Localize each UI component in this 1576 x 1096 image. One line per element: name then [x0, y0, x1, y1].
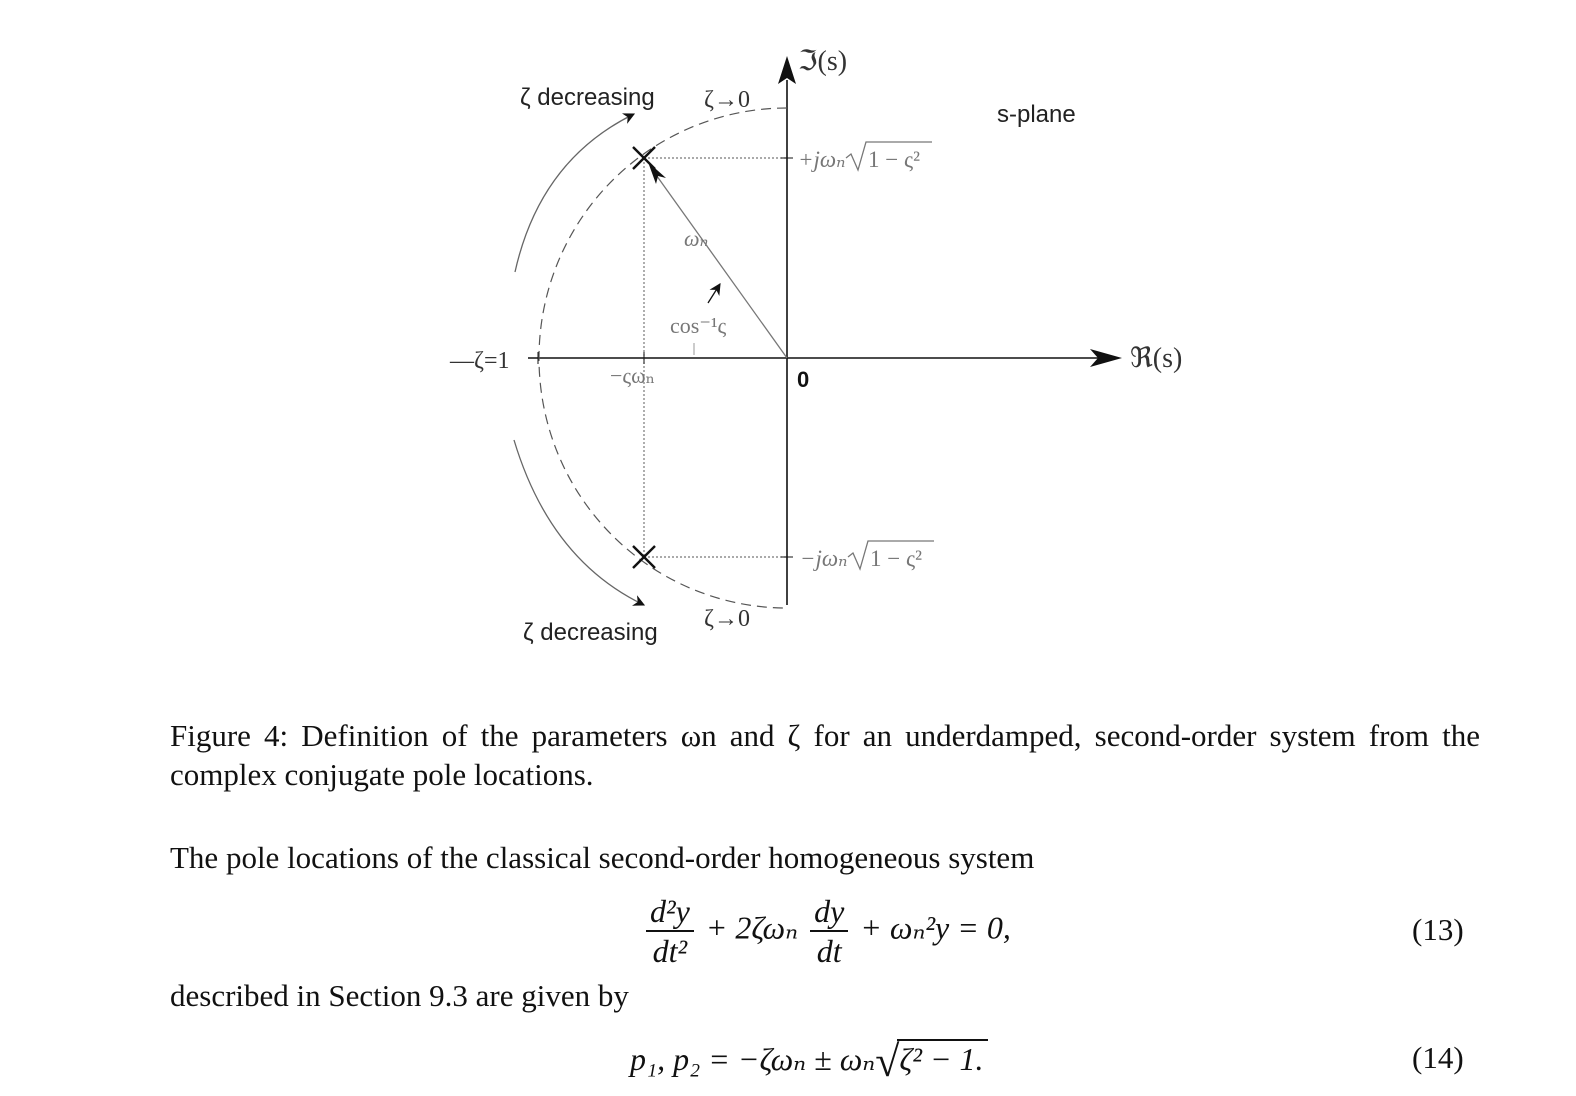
zeta-decreasing-arrow-top	[515, 114, 634, 272]
eq13-den2: dt	[816, 933, 842, 969]
im-axis-label: ℑ(s)	[798, 46, 848, 77]
angle-label: cos⁻¹ς	[670, 313, 727, 338]
eq14-lhs: p₁, p₂ = −ζωₙ ± ωₙ	[630, 1041, 876, 1077]
pole-bottom-marker	[633, 546, 655, 568]
figure-caption: Figure 4: Definition of the parameters ωn and ζ for an underdamped, second-order system from the complex conjugate pole locations.	[170, 718, 1480, 792]
omega-n-label: ωₙ	[684, 226, 709, 251]
neg-imag-label	[800, 541, 934, 571]
equation-14	[630, 1036, 988, 1087]
imaginary-axis-arrowhead	[778, 56, 796, 84]
re-axis-label: ℜ(s)	[1130, 343, 1183, 374]
equation-14-number: (14)	[1412, 1040, 1464, 1075]
zeta-decreasing-bottom-label: ζ decreasing	[523, 619, 658, 646]
pos-imag-label	[798, 142, 932, 172]
origin-label: 0	[797, 367, 810, 392]
pos-imag-prefix: +jωₙ	[798, 147, 846, 172]
zeta-one-label: —ζ=1	[450, 348, 510, 374]
equation-13	[642, 892, 1011, 970]
eq13-middle: + 2ζωₙ	[705, 909, 799, 946]
eq14-radicand: ζ² − 1.	[897, 1039, 987, 1078]
eq13-num2: dy	[810, 892, 848, 932]
neg-imag-prefix: −jωₙ	[800, 546, 848, 571]
pos-imag-sqrt-term: 1 − ς²	[868, 147, 920, 172]
eq13-fraction-1	[646, 892, 694, 970]
zeta-decreasing-top-label: ζ decreasing	[520, 84, 655, 111]
equation-13-number: (13)	[1412, 912, 1464, 947]
paragraph-pole-locations: The pole locations of the classical second-order homogeneous system	[170, 840, 1035, 875]
zeta-to-zero-bottom-label: ζ→0	[704, 606, 750, 632]
eq13-num1: d²y	[646, 892, 694, 932]
eq13-tail: + ωₙ²y = 0,	[860, 909, 1011, 946]
eq13-den1: dt²	[652, 933, 688, 969]
s-plane-label: s-plane	[997, 101, 1076, 128]
real-part-label: −ςωₙ	[610, 363, 656, 388]
zeta-decreasing-arrow-bottom	[514, 440, 644, 605]
zeta-to-zero-top-label: ζ→0	[704, 87, 750, 113]
angle-arrow	[708, 284, 720, 303]
pole-top-marker	[633, 147, 655, 169]
eq13-fraction-2	[810, 892, 848, 970]
paragraph-section-ref: described in Section 9.3 are given by	[170, 978, 629, 1013]
neg-imag-sqrt-term: 1 − ς²	[870, 546, 922, 571]
sqrt-icon: √	[875, 1037, 900, 1086]
